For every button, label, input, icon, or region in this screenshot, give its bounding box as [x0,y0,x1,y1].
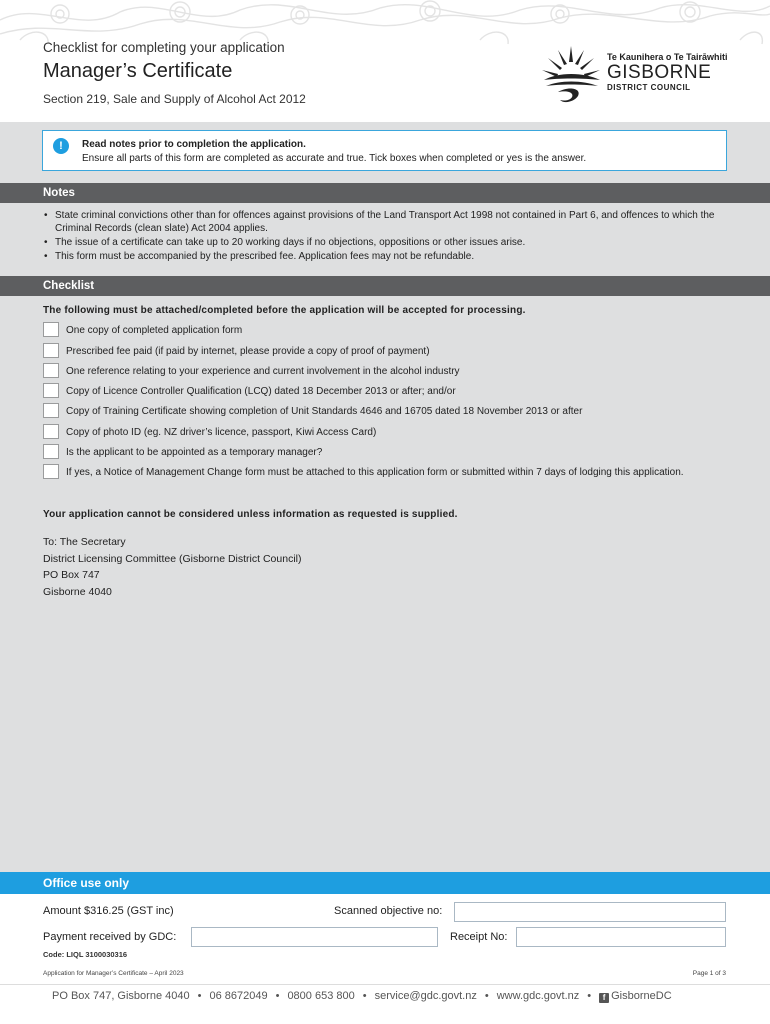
page-number: Page 1 of 3 [692,970,726,977]
payment-received-input[interactable] [191,927,438,947]
contact-email[interactable]: service@gdc.govt.nz [374,990,477,1002]
receipt-no-label: Receipt No: [450,931,508,943]
checkbox[interactable] [43,403,59,418]
payment-received-label: Payment received by GDC: [43,931,177,943]
checklist-item-label: One copy of completed application form [66,325,243,336]
page-header [0,0,770,122]
notes-heading: Notes [0,183,770,203]
facebook-icon: f [599,993,609,1003]
contact-website[interactable]: www.gdc.govt.nz [496,990,580,1002]
address-line: To: The Secretary [43,536,126,548]
exclamation-icon: ! [53,138,69,154]
form-code: Code: LIQL 3100030316 [43,950,128,959]
scanned-objective-label: Scanned objective no: [334,905,443,917]
checklist-heading: Checklist [0,276,770,296]
address-line: PO Box 747 [43,569,100,581]
list-item: • This form must be accompanied by the prescribed fee. Application fees may not be refundable. [43,251,733,264]
checklist-intro: The following must be attached/completed before the application will be accepted for processing. [43,305,526,316]
sun-bird-logo-icon [538,42,604,112]
logo-name: GISBORNE [607,62,712,83]
list-item: • The issue of a certificate can take up to 20 working days if no objections, oppositions or other issues arise. [43,237,733,250]
office-use-heading: Office use only [0,872,770,894]
checkbox[interactable] [43,424,59,439]
contact-phone: 06 8672049 [209,990,268,1002]
contact-freephone: 0800 653 800 [287,990,355,1002]
logo-district: DISTRICT COUNCIL [607,83,691,92]
gisborne-logo [538,42,738,112]
checkbox[interactable] [43,363,59,378]
checkbox[interactable] [43,322,59,337]
notice-title: Read notes prior to completion the application. [82,139,306,150]
checkbox[interactable] [43,383,59,398]
page-title: Manager’s Certificate [43,60,233,82]
checklist-item-label: Is the applicant to be appointed as a temporary manager? [66,447,323,458]
address-line: District Licensing Committee (Gisborne District Council) [43,552,302,565]
notice-box [42,130,727,171]
document-name: Application for Manager’s Certificate – April 2023 [43,970,184,977]
checklist-item-label: Prescribed fee paid (if paid by internet, please provide a copy of proof of payment) [66,346,430,357]
scanned-objective-input[interactable] [454,902,726,922]
checkbox[interactable] [43,444,59,459]
checklist-item-label: Copy of Training Certificate showing completion of Unit Standards 4646 and 16705 dated 18 November 2013 or after [66,406,583,417]
postal-address [43,534,302,600]
amount-label: Amount $316.25 (GST inc) [43,905,174,917]
notes-list [43,210,733,265]
checklist-warning: Your application cannot be considered unless information as requested is supplied. [43,509,458,520]
checklist-item-label: One reference relating to your experience and current involvement in the alcohol industry [66,366,460,377]
address-line: Gisborne 4040 [43,585,112,598]
checkbox[interactable] [43,464,59,479]
contact-footer [0,984,770,1024]
contact-address: PO Box 747, Gisborne 4040 [52,990,190,1002]
form-pre-title: Checklist for completing your application [43,40,285,55]
checklist-item-label: Copy of photo ID (eg. NZ driver’s licence, passport, Kiwi Access Card) [66,427,377,438]
notice-text: Ensure all parts of this form are completed as accurate and true. Tick boxes when completed or yes is the answer. [82,153,587,164]
receipt-no-input[interactable] [516,927,726,947]
contact-social[interactable]: GisborneDC [611,990,672,1002]
checkbox[interactable] [43,343,59,358]
logo-maori-name: Te Kaunihera o Te Tairāwhiti [607,52,728,62]
checklist-item-label: If yes, a Notice of Management Change form must be attached to this application form or submitted within 7 days of lodging this application. [66,467,684,478]
page-subtitle: Section 219, Sale and Supply of Alcohol Act 2012 [43,92,306,106]
contact-line: PO Box 747, Gisborne 4040 • 06 8672049 • 0800 653 800 • service@gdc.govt.nz • www.gdc.govt.nz • f GisborneDC [52,990,672,1002]
list-item: • State criminal convictions other than for offences against provisions of the Land Transport Act 1998 not contained in Part 6, and offences to which the Criminal Records (clean slate) Act 2004 applies. [43,210,733,235]
checklist-item-label: Copy of Licence Controller Qualification (LCQ) dated 18 December 2013 or after; and/or [66,386,456,397]
